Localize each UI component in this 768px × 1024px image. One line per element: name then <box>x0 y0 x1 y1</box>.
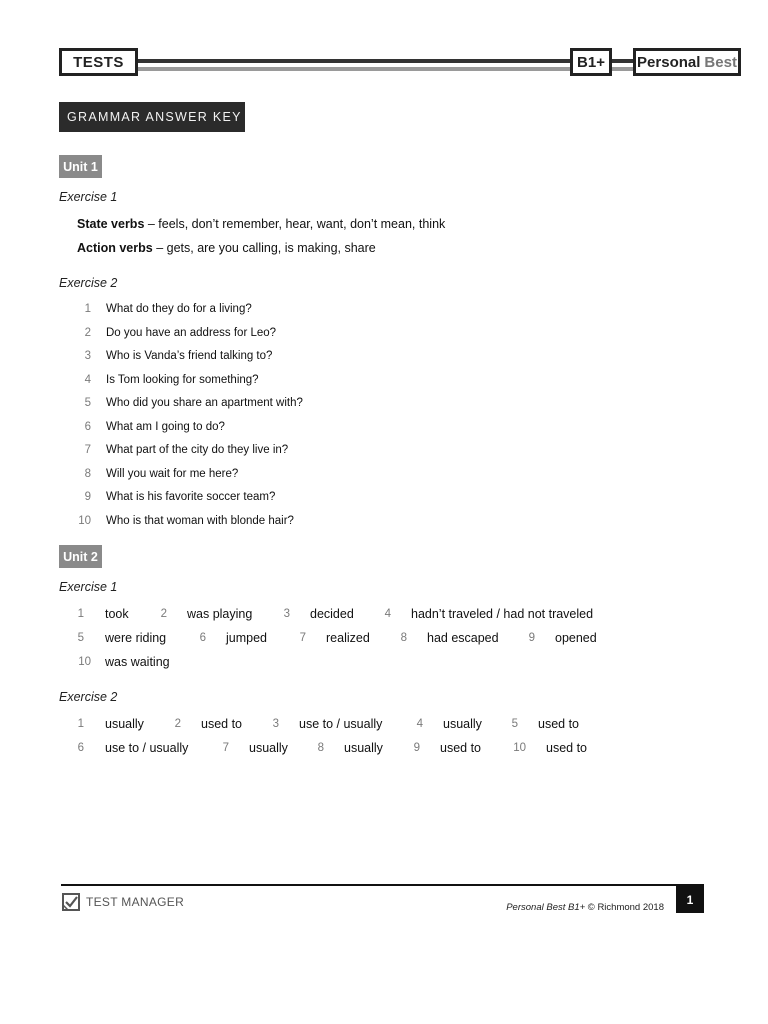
page-title: GRAMMAR ANSWER KEY <box>59 102 245 132</box>
answer-text: was waiting <box>105 655 170 669</box>
list-item-answer: What do they do for a living? <box>106 303 252 315</box>
list-item-number: 4 <box>84 373 91 386</box>
answer-text: used to <box>201 717 243 731</box>
state-verbs-answers: – feels, don’t remember, hear, want, don’t mean, think <box>144 217 446 231</box>
list-item-number: 2 <box>84 326 91 339</box>
answer-text: jumped <box>226 631 267 645</box>
list-item-number: 9 <box>84 491 91 503</box>
answer-text: took <box>105 607 129 621</box>
answer-number: 7 <box>222 742 229 754</box>
unit1-exercise1-label: Exercise 1 <box>59 190 118 204</box>
brand-personal: Personal <box>637 53 701 71</box>
answer-text: used to <box>546 741 588 755</box>
brand-best: Best <box>704 53 737 71</box>
answer-text: usually <box>344 741 383 755</box>
action-verbs-label: Action verbs <box>77 241 153 255</box>
answer-number: 6 <box>77 742 84 754</box>
answer-number: 5 <box>77 632 84 644</box>
test-manager-label: TEST MANAGER <box>86 895 185 909</box>
unit1-exercise2-label: Exercise 2 <box>59 276 118 290</box>
tests-badge <box>59 48 138 76</box>
page-number: 1 <box>676 886 704 913</box>
answer-number: 5 <box>511 718 518 730</box>
answer-number: 8 <box>400 632 407 644</box>
answer-text: used to <box>538 717 580 731</box>
header-rule-dark <box>136 59 634 63</box>
list-item-answer: What part of the city do they live in? <box>106 444 289 456</box>
answer-text: usually <box>443 717 482 731</box>
list-item-answer: Who did you share an apartment with? <box>106 397 303 409</box>
answer-text: usually <box>105 717 144 731</box>
list-item-number: 1 <box>84 303 91 315</box>
list-item-answer: Who is Vanda’s friend talking to? <box>106 350 273 362</box>
answer-text: use to / usually <box>299 717 383 731</box>
answer-text: decided <box>310 607 354 621</box>
footer-credit <box>506 902 664 913</box>
tests-label: TESTS <box>73 53 124 71</box>
list-item-answer: Do you have an address for Leo? <box>106 326 277 339</box>
answer-text: had escaped <box>427 631 499 645</box>
answer-number: 8 <box>317 742 324 754</box>
brand-logo <box>633 48 741 76</box>
list-item-answer: What is his favorite soccer team? <box>106 491 276 503</box>
answer-number: 9 <box>413 742 420 754</box>
answer-number: 9 <box>528 632 535 644</box>
list-item-number: 6 <box>84 420 91 433</box>
answer-number: 7 <box>299 632 306 644</box>
unit2-exercise2-label: Exercise 2 <box>59 690 118 704</box>
list-item-answer: Who is that woman with blonde hair? <box>106 514 294 527</box>
answer-number: 3 <box>272 718 279 730</box>
list-item-number: 10 <box>78 514 91 527</box>
answer-text: used to <box>440 741 482 755</box>
action-verbs-answers: – gets, are you calling, is making, share <box>152 241 376 255</box>
credit-rest: © Richmond 2018 <box>585 902 664 913</box>
state-verbs-label: State verbs <box>77 217 145 231</box>
answer-text: usually <box>249 741 288 755</box>
answer-text: realized <box>326 631 370 645</box>
list-item-number: 8 <box>84 467 91 480</box>
answer-text: was playing <box>187 607 253 621</box>
credit-title: Personal Best B1+ <box>506 902 586 913</box>
answer-number: 1 <box>77 718 84 730</box>
answer-number: 2 <box>160 608 167 620</box>
answer-number: 2 <box>174 718 181 730</box>
answer-number: 1 <box>77 608 84 620</box>
unit2-exercise1-label: Exercise 1 <box>59 580 118 594</box>
answer-number: 4 <box>384 608 391 620</box>
answer-number: 4 <box>416 718 423 730</box>
answer-number: 10 <box>513 742 526 754</box>
answer-number: 6 <box>199 632 206 644</box>
list-item-number: 7 <box>84 444 91 456</box>
test-manager-icon <box>62 893 80 911</box>
footer-rule <box>61 884 704 886</box>
action-verbs-line <box>77 241 376 255</box>
header-rule-light <box>136 67 634 71</box>
answer-number: 10 <box>78 656 91 668</box>
unit1-tag: Unit 1 <box>59 155 102 178</box>
level-badge <box>570 48 612 76</box>
level-label: B1+ <box>577 53 605 71</box>
state-verbs-line <box>77 217 445 231</box>
answer-text: opened <box>555 631 597 645</box>
list-item-number: 3 <box>84 350 91 362</box>
answer-text: use to / usually <box>105 741 189 755</box>
unit2-tag: Unit 2 <box>59 545 102 568</box>
list-item-answer: Is Tom looking for something? <box>106 373 259 386</box>
list-item-number: 5 <box>84 397 91 409</box>
answer-number: 3 <box>283 608 290 620</box>
answer-text: hadn’t traveled / had not traveled <box>411 607 594 621</box>
list-item-answer: What am I going to do? <box>106 420 225 433</box>
answer-text: were riding <box>105 631 167 645</box>
list-item-answer: Will you wait for me here? <box>106 467 239 480</box>
